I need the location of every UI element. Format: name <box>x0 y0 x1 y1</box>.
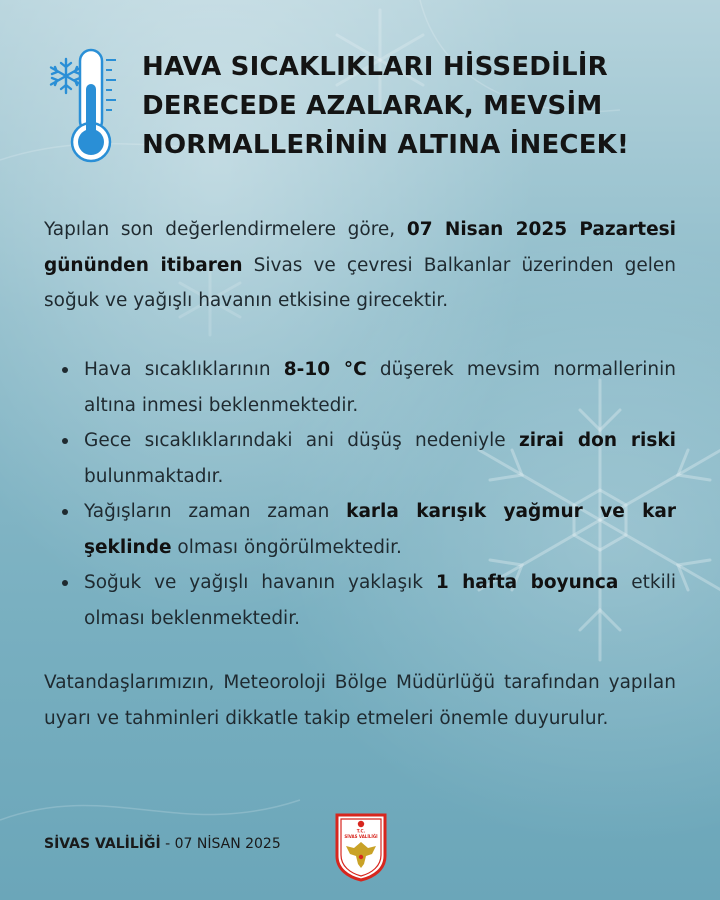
list-item <box>62 352 676 423</box>
intro-date-bold: 07 Nisan 2025 Pazartesi gününden itibaren <box>44 219 676 276</box>
emblem-tc: T.C. <box>356 828 366 834</box>
bullet-bold: 8-10 °C <box>283 359 367 380</box>
bullet-text: Hava sıcaklıklarının <box>84 359 284 380</box>
thermometer-snowflake-icon <box>44 44 134 169</box>
bullet-bold: 1 hafta boyunca <box>435 572 619 593</box>
footer-org: SİVAS VALİLİĞİ <box>44 836 161 852</box>
bullet-text: Yağışların zaman zaman <box>84 501 347 522</box>
emblem-name: SİVAS VALİLİĞİ <box>344 834 378 839</box>
intro-text-start: Yapılan son değerlendirmelere göre, <box>44 219 407 240</box>
bullet-text: düşerek mevsim normallerinin altına inmesi beklenmektedir. <box>84 359 676 416</box>
title-line-3: NORMALLERİNİN ALTINA İNECEK! <box>142 130 630 160</box>
sivas-governorship-emblem-icon <box>334 812 388 882</box>
bullet-text: Soğuk ve yağışlı havanın yaklaşık <box>84 572 436 593</box>
list-item <box>62 565 676 636</box>
list-item <box>62 494 676 565</box>
bullet-text: etkili olması beklenmektedir. <box>84 572 677 629</box>
bullet-text: bulunmaktadır. <box>84 465 224 487</box>
intro-paragraph <box>44 212 676 319</box>
bullet-bold: karla karışık yağmur ve kar şeklinde <box>84 501 676 558</box>
footer-date: 07 NİSAN 2025 <box>174 836 281 852</box>
bullet-text: Gece sıcaklıklarındaki ani düşüş nedeniyle <box>84 430 519 451</box>
title-line-1: HAVA SICAKLIKLARI HİSSEDİLİR <box>142 52 608 82</box>
footer-separator: - <box>160 836 175 852</box>
bullet-bold: zirai don riski <box>518 430 676 451</box>
title-line-2: DERECEDE AZALARAK, MEVSİM <box>142 91 603 121</box>
header <box>44 44 684 174</box>
page-title <box>142 48 682 165</box>
list-item <box>62 423 676 494</box>
closing-paragraph: Vatandaşlarımızın, Meteoroloji Bölge Müdürlüğü tarafından yapılan uyarı ve tahminleri dikkatle takip etmeleri önemle duyurulur. <box>44 672 676 729</box>
bullet-text: olması öngörülmektedir. <box>171 536 402 558</box>
intro-text-end: Sivas ve çevresi Balkanlar üzerinden gelen soğuk ve yağışlı havanın etkisine girecektir. <box>44 254 676 311</box>
bullet-list <box>62 352 676 636</box>
footer <box>44 836 281 852</box>
